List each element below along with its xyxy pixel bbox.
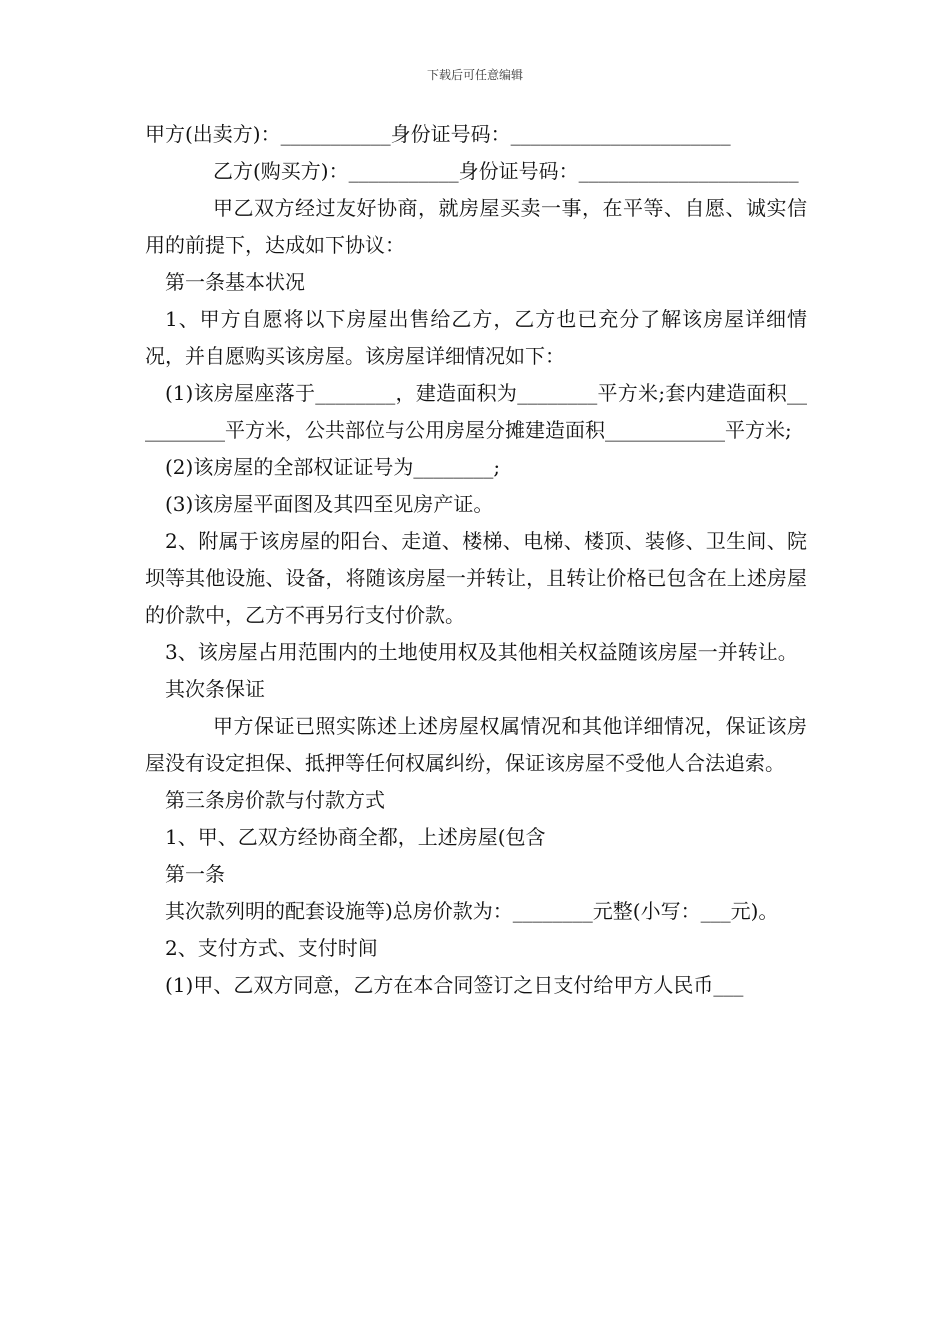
article-3-clause-2: 2、支付方式、支付时间	[165, 936, 378, 960]
article-3-heading: 第三条房价款与付款方式	[165, 788, 385, 812]
page-header: 下载后可任意编辑	[426, 68, 523, 82]
article-1-item-1: (1)该房屋座落于________，建造面积为________平方米;套内建造面积__________平方米，公共部位与公用房屋分摊建造面积____________平方米;	[145, 381, 807, 442]
article-1-heading: 第一条基本状况	[165, 270, 305, 294]
article-3-clause-1: 1、甲、乙双方经协商全都，上述房屋(包含	[165, 825, 546, 849]
article-1-clause-2: 2、附属于该房屋的阳台、走道、楼梯、电梯、楼顶、装修、卫生间、院坝等其他设施、设备，将随该房屋一并转让，且转让价格已包含在上述房屋的价款中，乙方不再另行支付价款。	[145, 529, 807, 627]
document-body	[145, 116, 807, 1004]
article-3-fragment: 第一条	[165, 862, 225, 886]
article-1-item-3: (3)该房屋平面图及其四至见房产证。	[165, 492, 494, 516]
article-3-item-1: (1)甲、乙双方同意，乙方在本合同签订之日支付给甲方人民币___	[165, 973, 744, 997]
party-b-line: 乙方(购买方)：___________身份证号码：______________________	[213, 159, 799, 183]
article-3-price-line: 其次款列明的配套设施等)总房价款为：________元整(小写：___元)。	[165, 899, 779, 923]
article-2-heading: 其次条保证	[165, 677, 265, 701]
article-1-clause-1: 1、甲方自愿将以下房屋出售给乙方，乙方也已充分了解该房屋详细情况，并自愿购买该房屋。该房屋详细情况如下：	[145, 307, 807, 368]
party-a-line: 甲方(出卖方)：___________身份证号码：______________________	[145, 122, 731, 146]
preamble-paragraph: 甲乙双方经过友好协商，就房屋买卖一事，在平等、自愿、诚实信用的前提下，达成如下协议：	[145, 196, 807, 257]
article-1-clause-3: 3、该房屋占用范围内的土地使用权及其他相关权益随该房屋一并转让。	[165, 640, 798, 664]
article-2-paragraph: 甲方保证已照实陈述上述房屋权属情况和其他详细情况，保证该房屋没有设定担保、抵押等任何权属纠纷，保证该房屋不受他人合法追索。	[145, 714, 807, 775]
article-1-item-2: (2)该房屋的全部权证证号为________;	[165, 455, 501, 479]
